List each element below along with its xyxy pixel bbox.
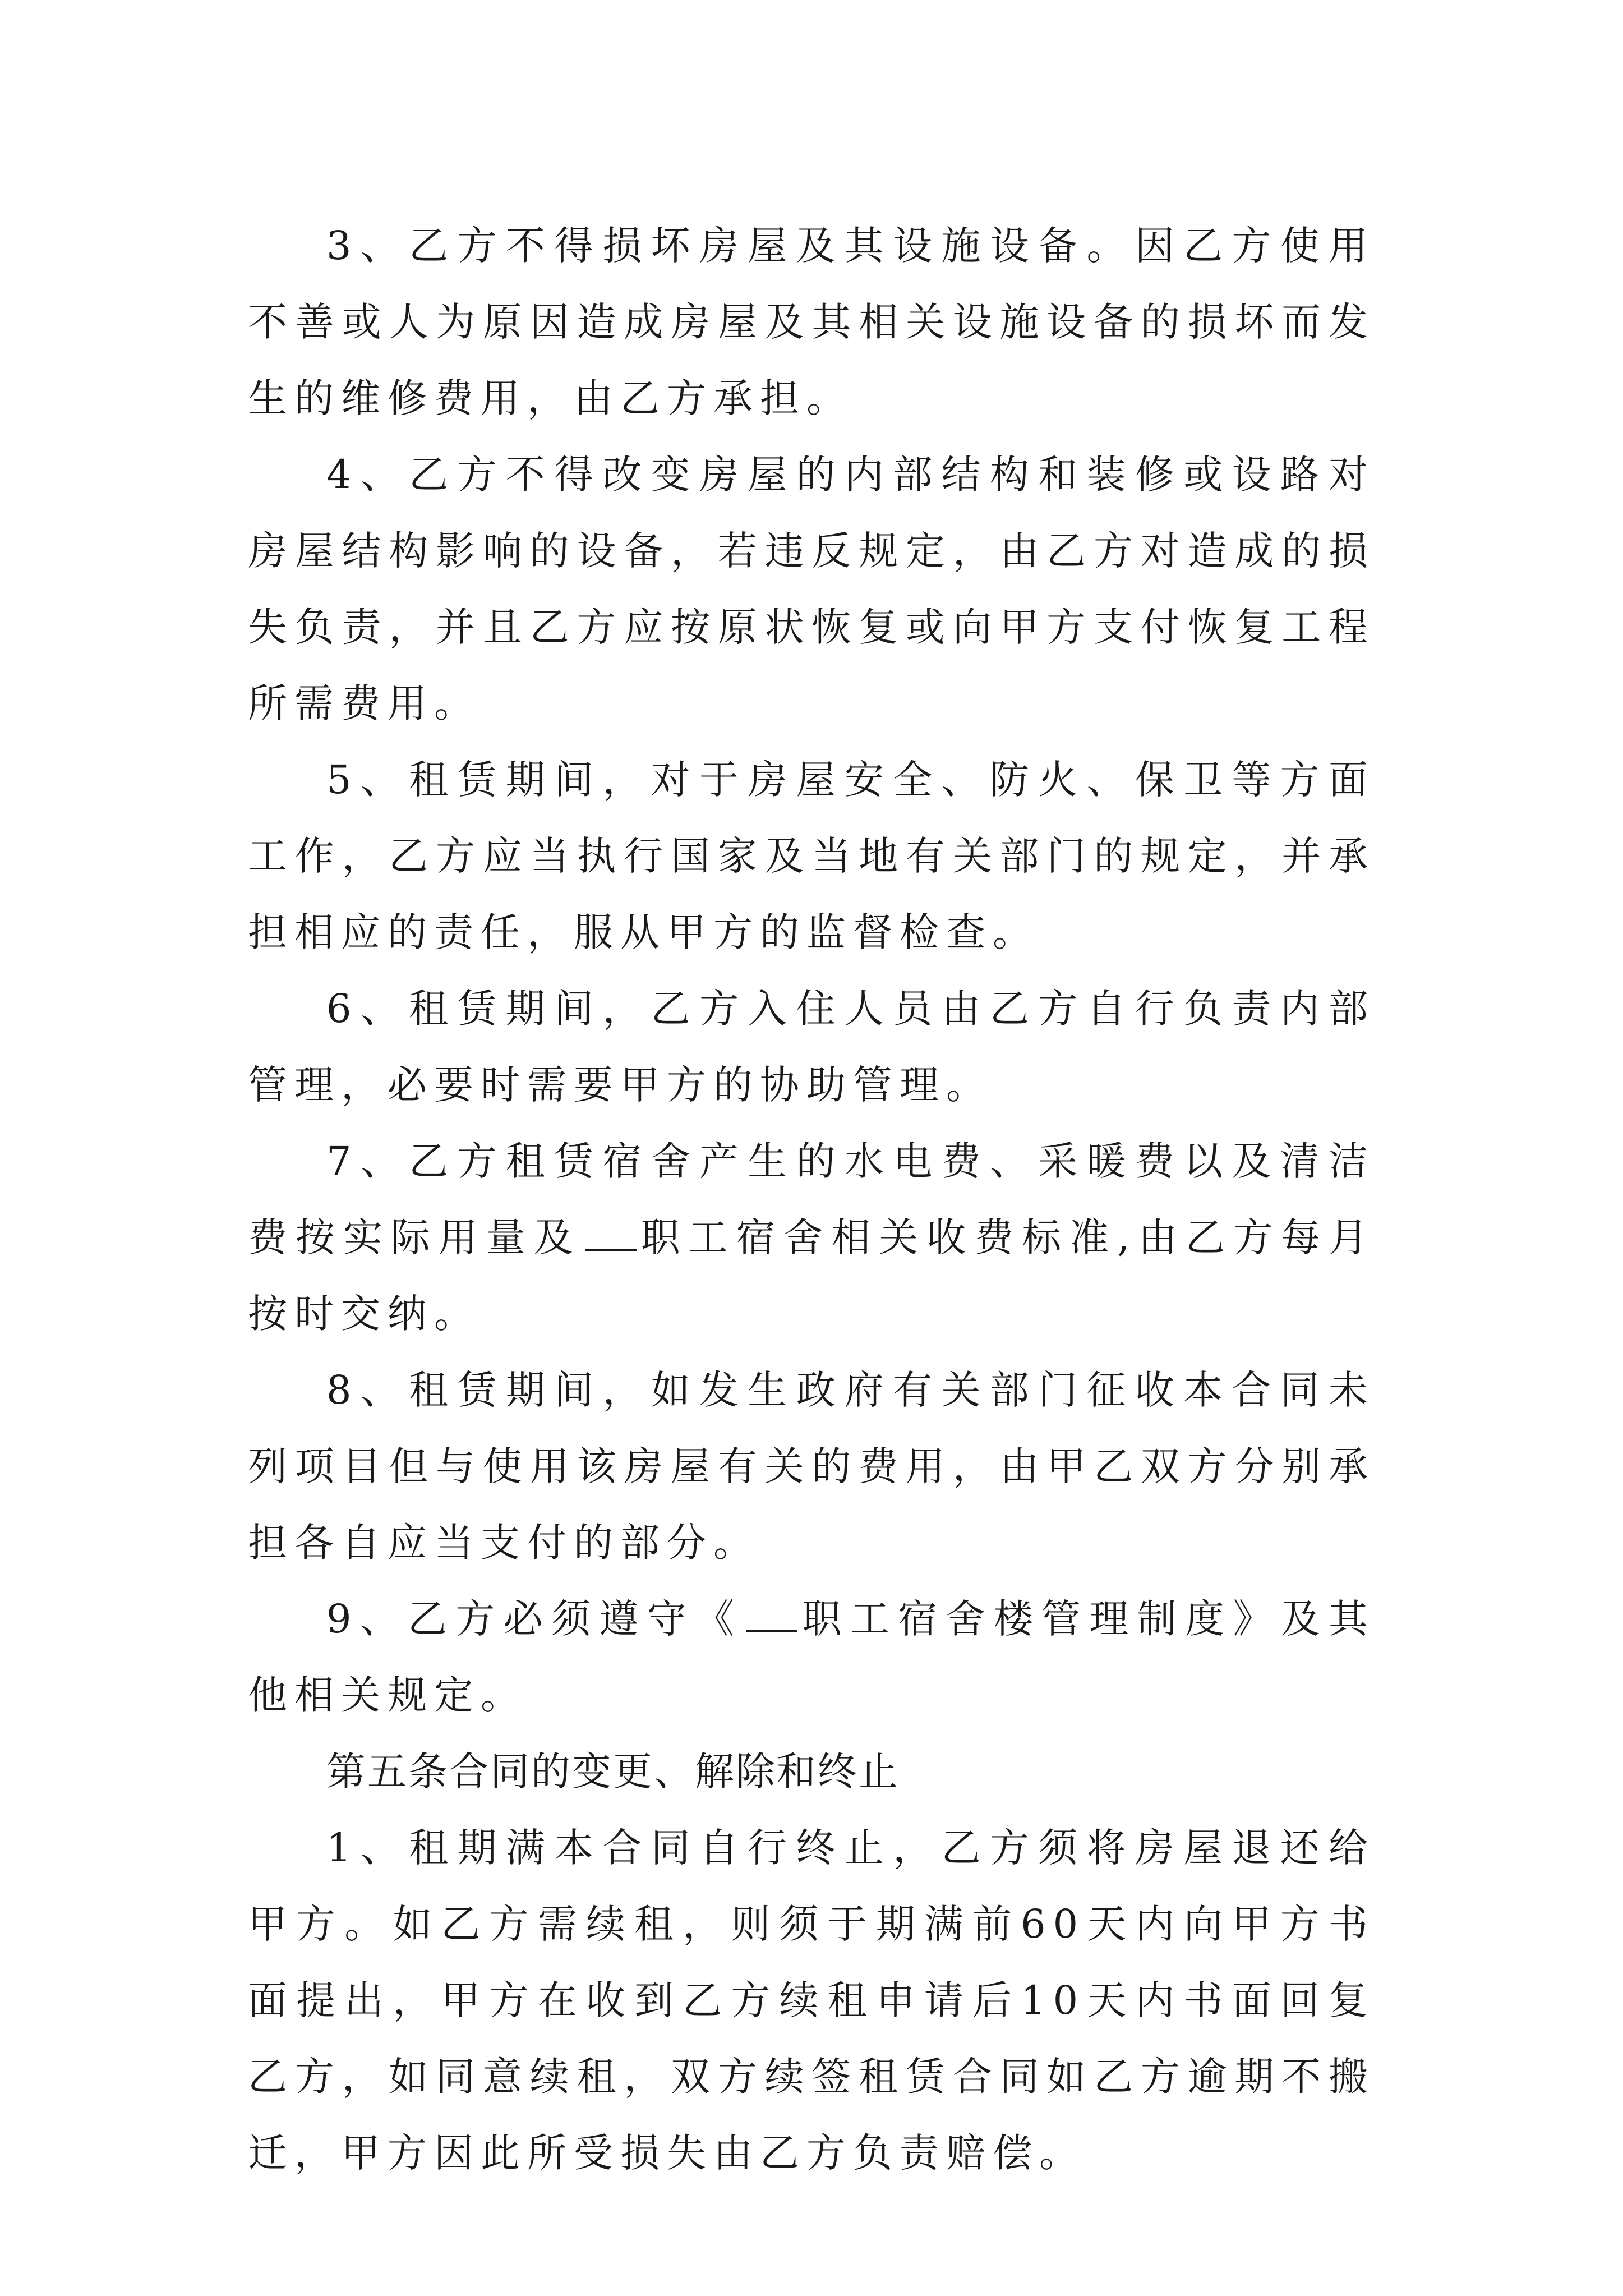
clause-7-text-after: 职工宿舍相关收费标准,由乙方每月按时交纳。	[248, 1214, 1376, 1337]
clause-8	[248, 1352, 1375, 1581]
clause-9-text-before: 9、乙方必须遵守《	[326, 1596, 743, 1642]
article-5-clause-1-text: 1、租期满本合同自行终止，乙方须将房屋退还给甲方。如乙方需续租，则须于期满前60天内向甲方书面提出，甲方在收到乙方续租申请后10天内书面回复乙方，如同意续租，双方续签租赁合同如乙方逾期不搬迁，甲方因此所受损失由乙方负责赔偿。	[248, 1825, 1375, 2176]
clause-3-text: 3、乙方不得损坏房屋及其设施设备。因乙方使用不善或人为原因造成房屋及其相关设施设备的损坏而发生的维修费用，由乙方承担。	[248, 223, 1375, 421]
document-body	[248, 208, 1375, 2191]
article-5-heading-text: 第五条合同的变更、解除和终止	[326, 1749, 900, 1795]
clause-4-text: 4、乙方不得改变房屋的内部结构和装修或设路对房屋结构影响的设备，若违反规定，由乙方对造成的损失负责，并且乙方应按原状恢复或向甲方支付恢复工程所需费用。	[248, 452, 1375, 726]
clause-3	[248, 208, 1375, 436]
clause-4	[248, 436, 1375, 742]
clause-9-text-after: 职工宿舍楼管理制度》及其他相关规定。	[248, 1596, 1375, 1718]
fill-in-blank	[746, 1596, 797, 1632]
clause-5	[248, 742, 1375, 970]
clause-5-text: 5、租赁期间，对于房屋安全、防火、保卫等方面工作，乙方应当执行国家及当地有关部门的规定，并承担相应的责任，服从甲方的监督检查。	[248, 757, 1375, 955]
clause-7	[248, 1123, 1375, 1352]
clause-7-text-before: 7、乙方租赁宿舍产生的水电费、采暖费以及清洁费按实际用量及	[248, 1138, 1375, 1260]
clause-8-text: 8、租赁期间，如发生政府有关部门征收本合同未列项目但与使用该房屋有关的费用，由甲乙双方分别承担各自应当支付的部分。	[248, 1367, 1375, 1566]
clause-6-text: 6、租赁期间，乙方入住人员由乙方自行负责内部管理，必要时需要甲方的协助管理。	[248, 986, 1375, 1108]
article-5-heading	[248, 1733, 1375, 1810]
fill-in-blank	[585, 1215, 637, 1251]
article-5-clause-1	[248, 1810, 1375, 2191]
clause-9	[248, 1581, 1375, 1733]
clause-6	[248, 970, 1375, 1123]
